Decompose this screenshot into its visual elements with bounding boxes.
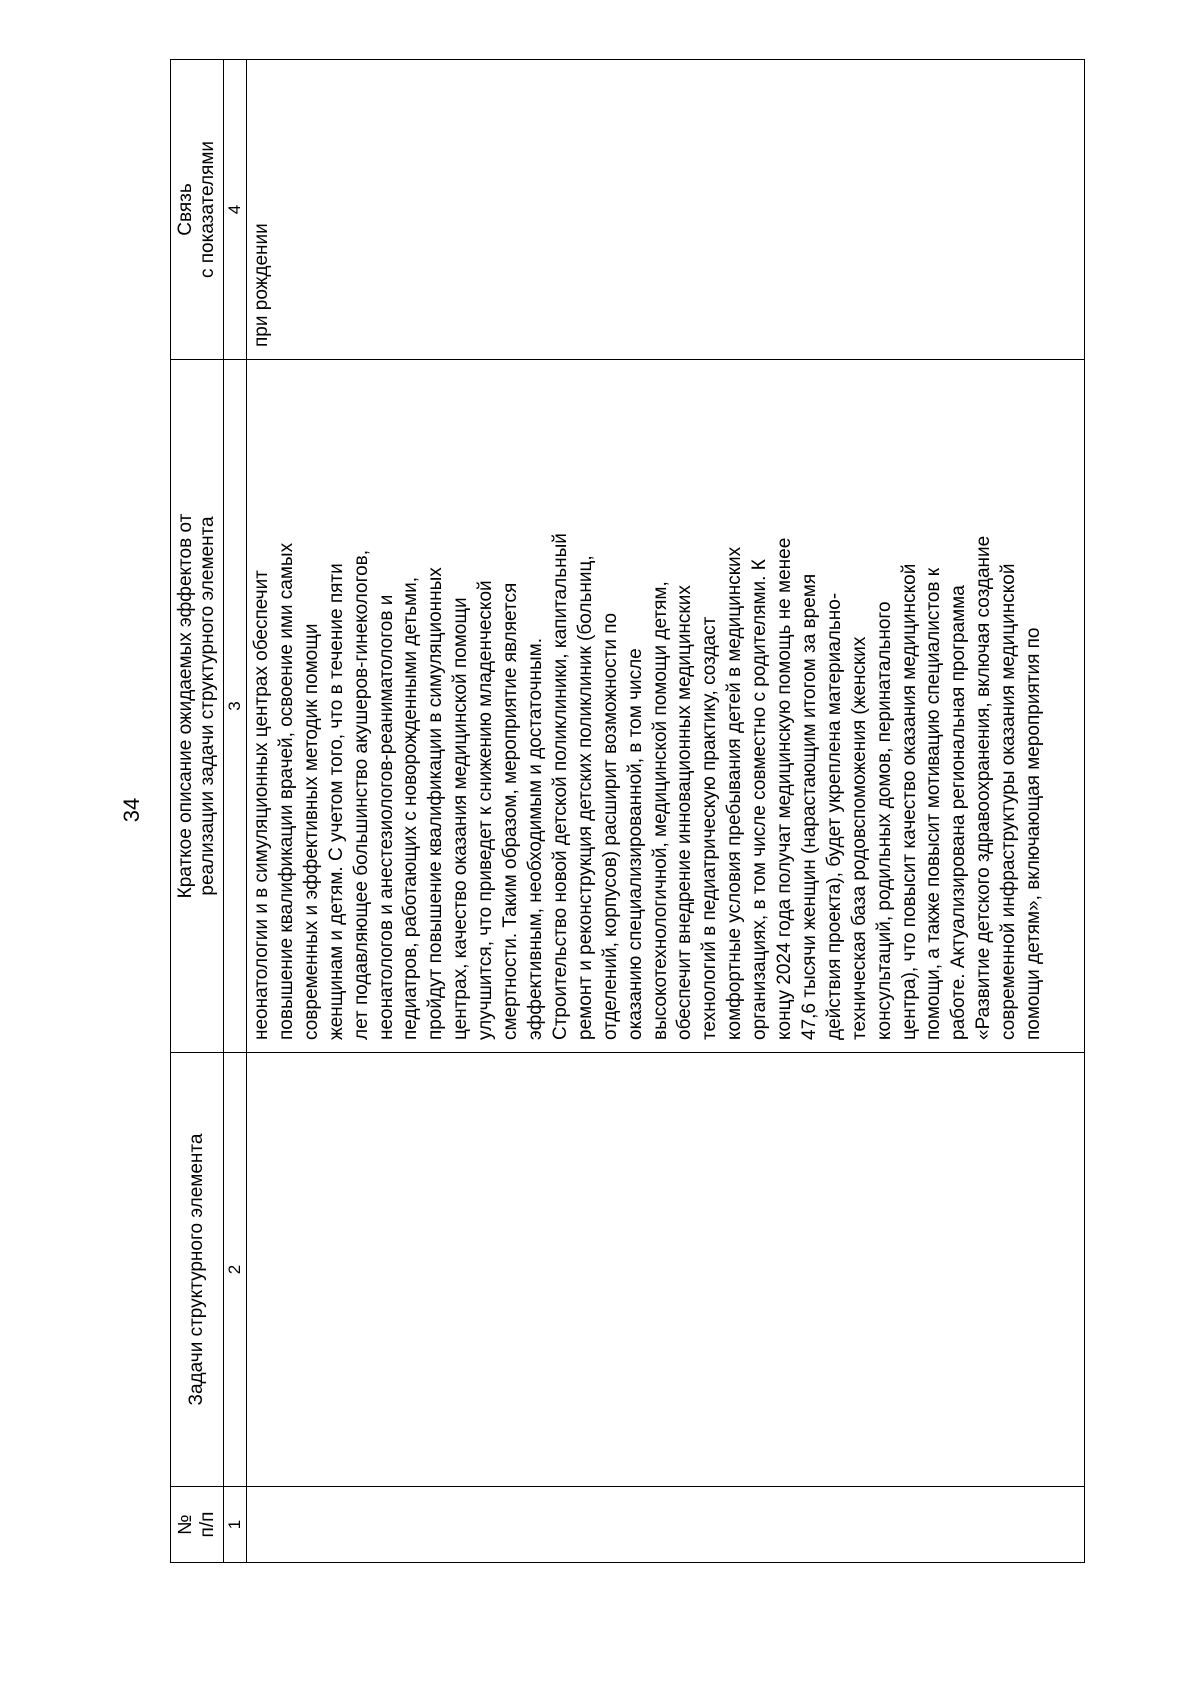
header-no — [171, 1487, 224, 1563]
description-line: пройдут повышение квалификации в симуляционных — [425, 567, 447, 1040]
description-line: комфортные условия пребывания детей в медицинских — [724, 546, 746, 1040]
page-number: 34 — [119, 797, 144, 823]
description-line: повышение квалификации врачей, освоение ими самых — [275, 542, 297, 1040]
cell-task — [247, 1053, 1085, 1487]
description-line: техническая база родовспоможения (женских — [848, 636, 870, 1040]
description-line: высокотехнологичной, медицинской помощи детям, — [649, 581, 671, 1040]
description-line: улучшится, что приведет к снижению младенческой — [475, 580, 497, 1040]
description-line: технологий в педиатрическую практику, создаст — [699, 616, 721, 1040]
column-number-4: 4 — [224, 60, 247, 360]
header-no-line-1: № — [175, 1514, 196, 1535]
description-line: неонатологии и в симуляционных центрах обеспечит — [251, 570, 272, 1040]
column-number-3: 3 — [224, 360, 247, 1053]
description-line: Строительство новой детской поликлиники, капитальный — [549, 533, 571, 1040]
description-line: консультаций, родильных домов, перинатального — [873, 601, 895, 1040]
cell-description — [247, 360, 1085, 1053]
description-line: центрах, качество оказания медицинской помощи — [450, 597, 472, 1040]
description-line: современных и эффективных методик помощи — [300, 623, 322, 1040]
description-line: смертности. Таким образом, мероприятие является — [500, 582, 522, 1040]
rotated-table-wrapper — [170, 60, 1085, 1563]
description-line: организациях, в том числе совместно с родителями. К — [749, 559, 771, 1040]
header-link-line-1: Связь — [175, 183, 196, 236]
description-line: неонатологов и анестезиологов-реаниматологов и — [375, 594, 397, 1040]
header-link-line-2: с показателями — [197, 140, 218, 279]
cell-no — [247, 1487, 1085, 1563]
description-line: эффективным, необходимым и достаточным. — [524, 637, 546, 1040]
description-text — [247, 360, 1047, 1052]
structural-element-table — [170, 59, 1085, 1563]
description-line: работе. Актуализирована региональная программа — [948, 585, 970, 1040]
header-no-line-2: п/п — [197, 1511, 218, 1538]
description-line: женщинам и детям. С учетом того, что в течение пяти — [325, 563, 347, 1040]
header-description-line-1: Краткое описание ожидаемых эффектов от — [175, 513, 196, 899]
header-tasks — [171, 1053, 224, 1487]
link-text: при рождении — [251, 223, 272, 347]
cell-link — [247, 60, 1085, 360]
column-number-2: 2 — [224, 1053, 247, 1487]
description-line: педиатров, работающих с новорожденными детьми, — [400, 576, 422, 1040]
description-line: обеспечит внедрение инновационных медицинских — [674, 585, 696, 1040]
description-line: концу 2024 года получат медицинскую помощь не менее — [774, 537, 796, 1040]
column-number-1: 1 — [224, 1487, 247, 1563]
header-description — [171, 360, 224, 1053]
description-line: ремонт и реконструкция детских поликлиник (больниц, — [574, 555, 596, 1040]
description-line: лет подавляющее большинство акушеров-гинекологов, — [350, 549, 372, 1040]
description-line: 47,6 тысячи женщин (нарастающим итогом за время — [798, 573, 820, 1040]
header-tasks-label: Задачи структурного элемента — [186, 1133, 207, 1406]
description-line: современной инфраструктуры оказания медицинской — [998, 563, 1020, 1040]
table-row — [247, 60, 1085, 1563]
column-number-row — [224, 60, 247, 1563]
description-line: центра), что повысит качество оказания медицинской — [898, 563, 920, 1040]
description-line: оказанию специализированной, в том числе — [624, 648, 646, 1040]
description-line: помощи детям», включающая мероприятия по — [1023, 627, 1045, 1040]
description-line: «Развитие детского здравоохранения, включая создание — [973, 535, 995, 1040]
header-row — [171, 60, 224, 1563]
description-line: отделений, корпусов) расширит возможности по — [599, 612, 621, 1040]
description-line: действия проекта), будет укреплена материально- — [823, 592, 845, 1040]
description-line: помощи, а также повысит мотивацию специалистов к — [923, 567, 945, 1040]
header-description-line-2: реализации задачи структурного элемента — [197, 516, 218, 896]
header-link — [171, 60, 224, 360]
